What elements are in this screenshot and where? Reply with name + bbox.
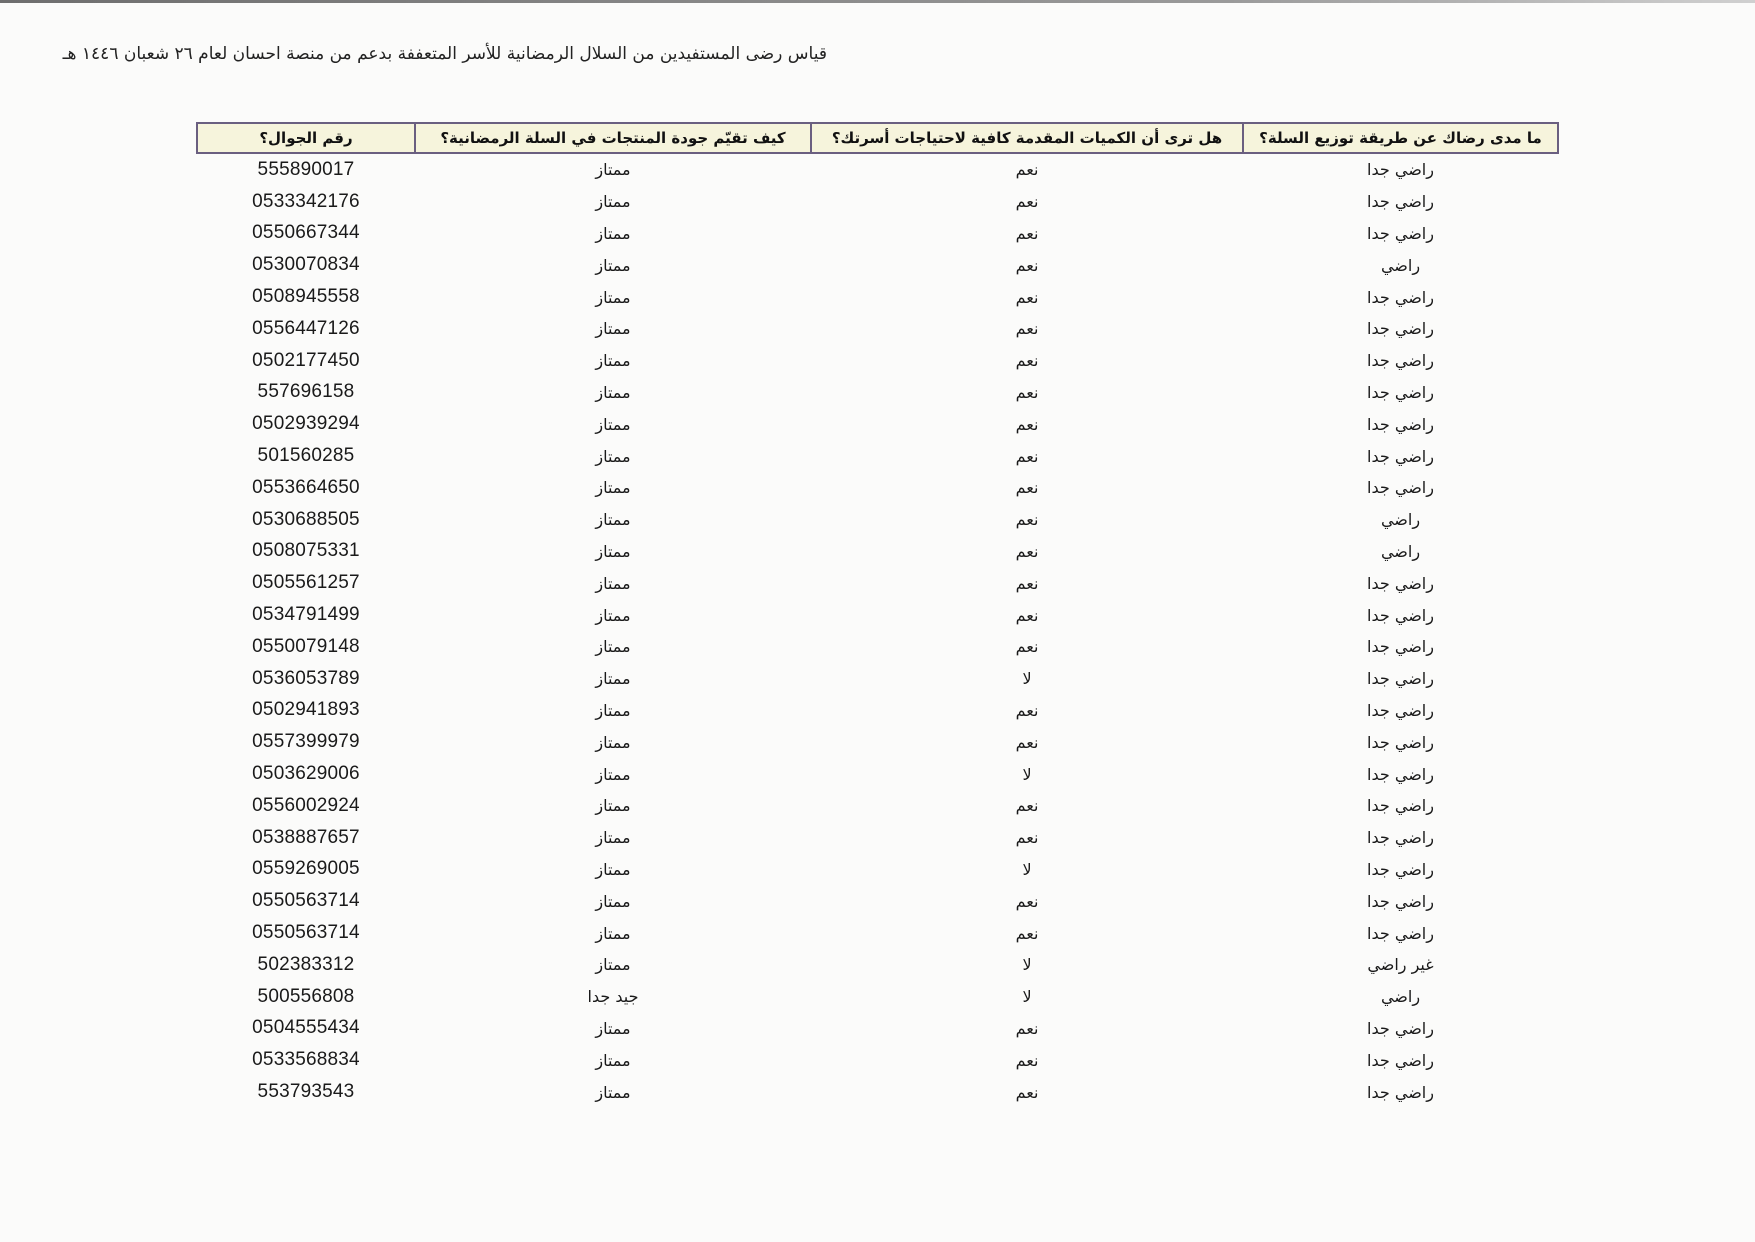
satisfaction-cell: راضي جدا [1367,891,1434,911]
phone-cell: 555890017 [257,158,355,180]
quality-cell: ممتاز [595,319,631,339]
table-row [197,822,1558,854]
phone-cell: 0530688505 [252,508,360,530]
satisfaction-cell: راضي جدا [1367,319,1434,339]
phone-cell: 0557399979 [252,731,360,753]
phone-cell: 0504555434 [252,1017,360,1039]
table-row [197,1076,1558,1108]
quality-cell: ممتاز [595,160,631,180]
satisfaction-cell: راضي جدا [1367,573,1434,593]
table-row [197,885,1558,917]
header-quantities: هل ترى أن الكميات المقدمة كافية لاحتياجات أسرتك؟ [811,123,1243,153]
satisfaction-cell: راضي جدا [1367,700,1434,720]
header-quality: كيف تقيّم جودة المنتجات في السلة الرمضانية؟ [415,123,811,153]
quantities-cell: لا [1022,669,1032,689]
satisfaction-cell: غير راضي [1367,955,1434,975]
quality-cell: ممتاز [595,1050,631,1070]
table-row [197,695,1558,727]
table-row [197,631,1558,663]
phone-cell: 0502939294 [252,413,360,435]
quantities-cell: لا [1022,859,1032,879]
phone-cell: 0508075331 [252,540,360,562]
phone-cell: 553793543 [257,1081,355,1102]
satisfaction-cell: راضي [1380,987,1421,1007]
table-row [197,949,1558,981]
phone-cell: 0533568834 [252,1049,360,1071]
phone-cell: 0502941893 [252,699,360,721]
quantities-cell: نعم [1015,1050,1039,1070]
satisfaction-cell: راضي جدا [1367,923,1434,943]
quality-cell: ممتاز [595,446,631,466]
quality-cell: ممتاز [595,637,631,657]
quality-cell: ممتاز [595,510,631,530]
table-row [197,536,1558,568]
table-row [197,981,1558,1013]
satisfaction-cell: راضي جدا [1367,287,1434,307]
satisfaction-cell: راضي جدا [1367,223,1434,243]
satisfaction-cell: راضي جدا [1367,414,1434,434]
quality-cell: ممتاز [595,732,631,752]
phone-cell: 0536053789 [252,667,360,689]
table-row [197,440,1558,472]
quantities-cell: نعم [1015,319,1039,339]
quality-cell: ممتاز [595,573,631,593]
quantities-cell: لا [1022,955,1032,975]
quality-cell: ممتاز [595,700,631,720]
quality-cell: ممتاز [595,828,631,848]
header-row [197,123,1558,153]
quantities-cell: نعم [1015,1018,1039,1038]
quality-cell: ممتاز [595,223,631,243]
satisfaction-cell: راضي جدا [1367,382,1434,402]
table-row [197,504,1558,536]
quantities-cell: نعم [1015,446,1039,466]
quantities-cell: لا [1022,987,1032,1007]
quantities-cell: نعم [1015,351,1039,371]
table-row [197,186,1558,218]
table-row [197,790,1558,822]
quality-cell: ممتاز [595,351,631,371]
phone-cell: 0556447126 [252,317,360,339]
quantities-cell: نعم [1015,478,1039,498]
satisfaction-cell: راضي جدا [1367,351,1434,371]
quantities-cell: لا [1022,764,1032,784]
satisfaction-cell: راضي جدا [1367,828,1434,848]
quality-cell: ممتاز [595,287,631,307]
phone-cell: 0530070834 [252,254,360,276]
satisfaction-cell: راضي جدا [1367,1018,1434,1038]
quality-cell: ممتاز [595,478,631,498]
quantities-cell: نعم [1015,637,1039,657]
satisfaction-cell: راضي جدا [1367,669,1434,689]
table-row [197,218,1558,250]
quantities-cell: نعم [1015,287,1039,307]
table-row [197,599,1558,631]
quality-cell: ممتاز [595,541,631,561]
satisfaction-cell: راضي جدا [1367,1050,1434,1070]
quantities-cell: نعم [1015,828,1039,848]
quantities-cell: نعم [1015,510,1039,530]
satisfaction-cell: راضي [1380,541,1421,561]
quantities-cell: نعم [1015,891,1039,911]
quality-cell: ممتاز [595,923,631,943]
phone-cell: 502383312 [257,953,355,975]
quantities-cell: نعم [1015,541,1039,561]
table-row [197,726,1558,758]
phone-cell: 500556808 [257,985,355,1007]
table-row [197,758,1558,790]
satisfaction-cell: راضي [1380,510,1421,530]
quantities-cell: نعم [1015,192,1039,212]
table-row [197,472,1558,504]
survey-table [196,122,1559,1108]
phone-cell: 0556002924 [252,794,360,816]
table-row [197,345,1558,377]
satisfaction-cell: راضي جدا [1367,859,1434,879]
table-row [197,313,1558,345]
satisfaction-cell: راضي جدا [1367,1082,1434,1102]
satisfaction-cell: راضي جدا [1367,605,1434,625]
table-row [197,377,1558,409]
phone-cell: 0533342176 [252,190,360,212]
quality-cell: ممتاز [595,891,631,911]
quantities-cell: نعم [1015,796,1039,816]
quantities-cell: نعم [1015,573,1039,593]
scan-edge [0,0,1755,3]
quantities-cell: نعم [1015,382,1039,402]
phone-cell: 0550079148 [252,635,360,657]
quality-cell: جيد جدا [587,987,639,1007]
quantities-cell: نعم [1015,160,1039,180]
table-row [197,663,1558,695]
header-phone: رقم الجوال؟ [197,123,415,153]
phone-cell: 501560285 [257,445,355,467]
phone-cell: 0503629006 [252,763,360,785]
table-row [197,281,1558,313]
satisfaction-cell: راضي جدا [1367,637,1434,657]
quality-cell: ممتاز [595,796,631,816]
table-body [197,153,1558,1108]
phone-cell: 0534791499 [252,604,360,626]
phone-cell: 0502177450 [252,349,360,371]
quality-cell: ممتاز [595,669,631,689]
satisfaction-cell: راضي جدا [1367,446,1434,466]
quality-cell: ممتاز [595,414,631,434]
satisfaction-cell: راضي جدا [1367,764,1434,784]
satisfaction-cell: راضي جدا [1367,732,1434,752]
quality-cell: ممتاز [595,255,631,275]
table-row [197,917,1558,949]
quality-cell: ممتاز [595,382,631,402]
phone-cell: 0508945558 [252,286,360,308]
table-row [197,854,1558,886]
phone-cell: 0553664650 [252,476,360,498]
satisfaction-cell: راضي جدا [1367,478,1434,498]
quality-cell: ممتاز [595,192,631,212]
quantities-cell: نعم [1015,732,1039,752]
document-title: قياس رضى المستفيدين من السلال الرمضانية للأسر المتعففة بدعم من منصة احسان لعام ٢٦ شعبان ١٤٤٦ هـ [62,44,827,64]
table-row [197,408,1558,440]
satisfaction-cell: راضي جدا [1367,192,1434,212]
table-row [197,1044,1558,1076]
quantities-cell: نعم [1015,414,1039,434]
phone-cell: 0505561257 [252,572,360,594]
phone-cell: 0538887657 [252,826,360,848]
table-row [197,567,1558,599]
quality-cell: ممتاز [595,1018,631,1038]
table-row [197,1013,1558,1045]
quantities-cell: نعم [1015,700,1039,720]
phone-cell: 0550563714 [252,922,360,944]
header-satisfaction: ما مدى رضاك عن طريقة توزيع السلة؟ [1243,123,1558,153]
quantities-cell: نعم [1015,223,1039,243]
quantities-cell: نعم [1015,923,1039,943]
quality-cell: ممتاز [595,764,631,784]
phone-cell: 0550667344 [252,222,360,244]
table-row [197,153,1558,186]
satisfaction-cell: راضي [1380,255,1421,275]
satisfaction-cell: راضي جدا [1367,160,1434,180]
table-row [197,249,1558,281]
phone-cell: 0559269005 [252,858,360,880]
phone-cell: 557696158 [257,381,355,403]
quality-cell: ممتاز [595,1082,631,1102]
quality-cell: ممتاز [595,605,631,625]
satisfaction-cell: راضي جدا [1367,796,1434,816]
quality-cell: ممتاز [595,859,631,879]
quantities-cell: نعم [1015,605,1039,625]
phone-cell: 0550563714 [252,890,360,912]
quantities-cell: نعم [1015,1082,1039,1102]
quantities-cell: نعم [1015,255,1039,275]
quality-cell: ممتاز [595,955,631,975]
